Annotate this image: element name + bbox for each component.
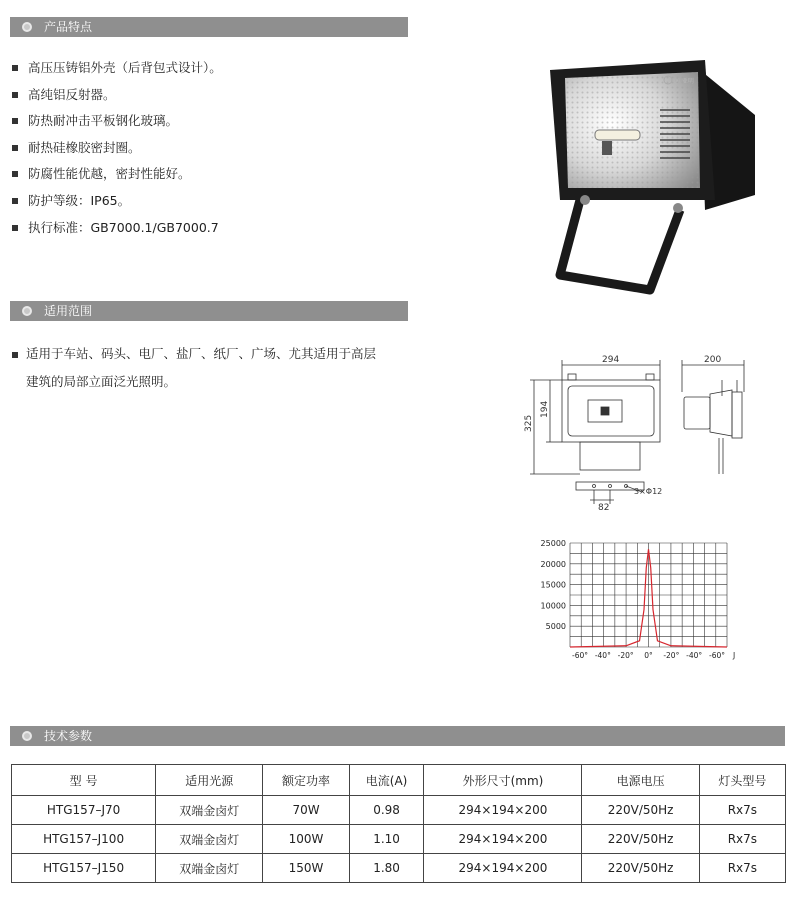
x-unit-label: J xyxy=(733,651,736,660)
dim-width-label: 294 xyxy=(602,355,620,365)
table-cell: 100W xyxy=(263,825,349,854)
section-header-specs xyxy=(10,726,785,746)
list-item: 耐热硅橡胶密封圈。 xyxy=(12,138,222,165)
x-tick-label: -40° xyxy=(686,651,703,660)
section-header-features xyxy=(10,17,408,37)
dim-height-total-label: 325 xyxy=(524,414,534,432)
table-cell: 294×194×200 xyxy=(424,825,582,854)
bullet-square-icon xyxy=(12,352,18,358)
x-tick-label: 0° xyxy=(644,651,653,660)
column-header: 灯头型号 xyxy=(699,765,785,796)
x-tick-label: -20° xyxy=(617,651,634,660)
table-cell: 220V/50Hz xyxy=(582,825,699,854)
column-header: 电源电压 xyxy=(582,765,699,796)
list-item: 防护等级：IP65。 xyxy=(12,191,222,218)
table-cell: 1.80 xyxy=(349,854,424,883)
table-row xyxy=(12,854,786,883)
table-cell: 双端金卤灯 xyxy=(156,825,263,854)
bullet-circle-icon xyxy=(22,22,32,32)
bullet-circle-icon xyxy=(22,306,32,316)
column-header: 适用光源 xyxy=(156,765,263,796)
table-cell: 294×194×200 xyxy=(424,854,582,883)
table-cell: 220V/50Hz xyxy=(582,854,699,883)
x-tick-label: -60° xyxy=(709,651,725,660)
table-cell: HTG157–J100 xyxy=(12,825,156,854)
y-tick-label: 20000 xyxy=(540,559,566,569)
dimension-drawing xyxy=(522,352,762,512)
dim-holes-label: 3×Φ12 xyxy=(634,487,663,496)
table-row xyxy=(12,796,786,825)
scope-line-1: 适用于车站、码头、电厂、盐厂、纸厂、广场、尤其适用于高层 xyxy=(26,346,377,361)
table-cell: 294×194×200 xyxy=(424,796,582,825)
scope-text xyxy=(12,340,422,396)
table-row xyxy=(12,825,786,854)
column-header: 额定功率 xyxy=(263,765,349,796)
dim-spacing-label: 82 xyxy=(598,503,610,512)
section-header-scope xyxy=(10,301,408,321)
list-item: 防腐性能优越，密封性能好。 xyxy=(12,164,222,191)
table-cell: 70W xyxy=(263,796,349,825)
product-photo xyxy=(540,50,780,300)
column-header: 型 号 xyxy=(12,765,156,796)
table-header-row xyxy=(12,765,786,796)
list-item: 执行标准：GB7000.1/GB7000.7 xyxy=(12,218,222,245)
column-header: 电流(A) xyxy=(349,765,424,796)
section-title: 产品特点 xyxy=(44,20,93,34)
table-cell: 1.10 xyxy=(349,825,424,854)
specs-table xyxy=(11,764,786,883)
table-cell: Rx7s xyxy=(699,854,785,883)
table-cell: 0.98 xyxy=(349,796,424,825)
list-item: 防热耐冲击平板钢化玻璃。 xyxy=(12,111,222,138)
y-tick-label: 15000 xyxy=(540,580,566,590)
x-tick-label: -40° xyxy=(594,651,611,660)
x-tick-label: -20° xyxy=(663,651,680,660)
table-cell: 150W xyxy=(263,854,349,883)
column-header: 外形尺寸(mm) xyxy=(424,765,582,796)
table-cell: Rx7s xyxy=(699,796,785,825)
list-item: 高压压铸铝外壳（后背包式设计）。 xyxy=(12,58,222,85)
y-tick-label: 10000 xyxy=(540,601,566,611)
features-list xyxy=(12,58,222,244)
table-cell: 双端金卤灯 xyxy=(156,796,263,825)
table-cell: Rx7s xyxy=(699,825,785,854)
section-title: 技术参数 xyxy=(44,729,93,743)
y-tick-label: 5000 xyxy=(545,622,566,632)
scope-line-2: 建筑的局部立面泛光照明。 xyxy=(26,374,177,389)
dim-height-body-label: 194 xyxy=(540,400,550,418)
list-item: 高纯铝反射器。 xyxy=(12,85,222,112)
table-cell: 双端金卤灯 xyxy=(156,854,263,883)
table-cell: HTG157–J150 xyxy=(12,854,156,883)
y-tick-label: 25000 xyxy=(540,539,566,548)
bullet-circle-icon xyxy=(22,731,32,741)
table-cell: 220V/50Hz xyxy=(582,796,699,825)
light-distribution-chart xyxy=(525,535,745,665)
product-logo-text: ⓐ 亚明 xyxy=(674,78,694,85)
dim-depth-label: 200 xyxy=(704,355,722,365)
x-tick-label: -60° xyxy=(572,651,588,660)
section-title: 适用范围 xyxy=(44,304,93,318)
table-cell: HTG157–J70 xyxy=(12,796,156,825)
